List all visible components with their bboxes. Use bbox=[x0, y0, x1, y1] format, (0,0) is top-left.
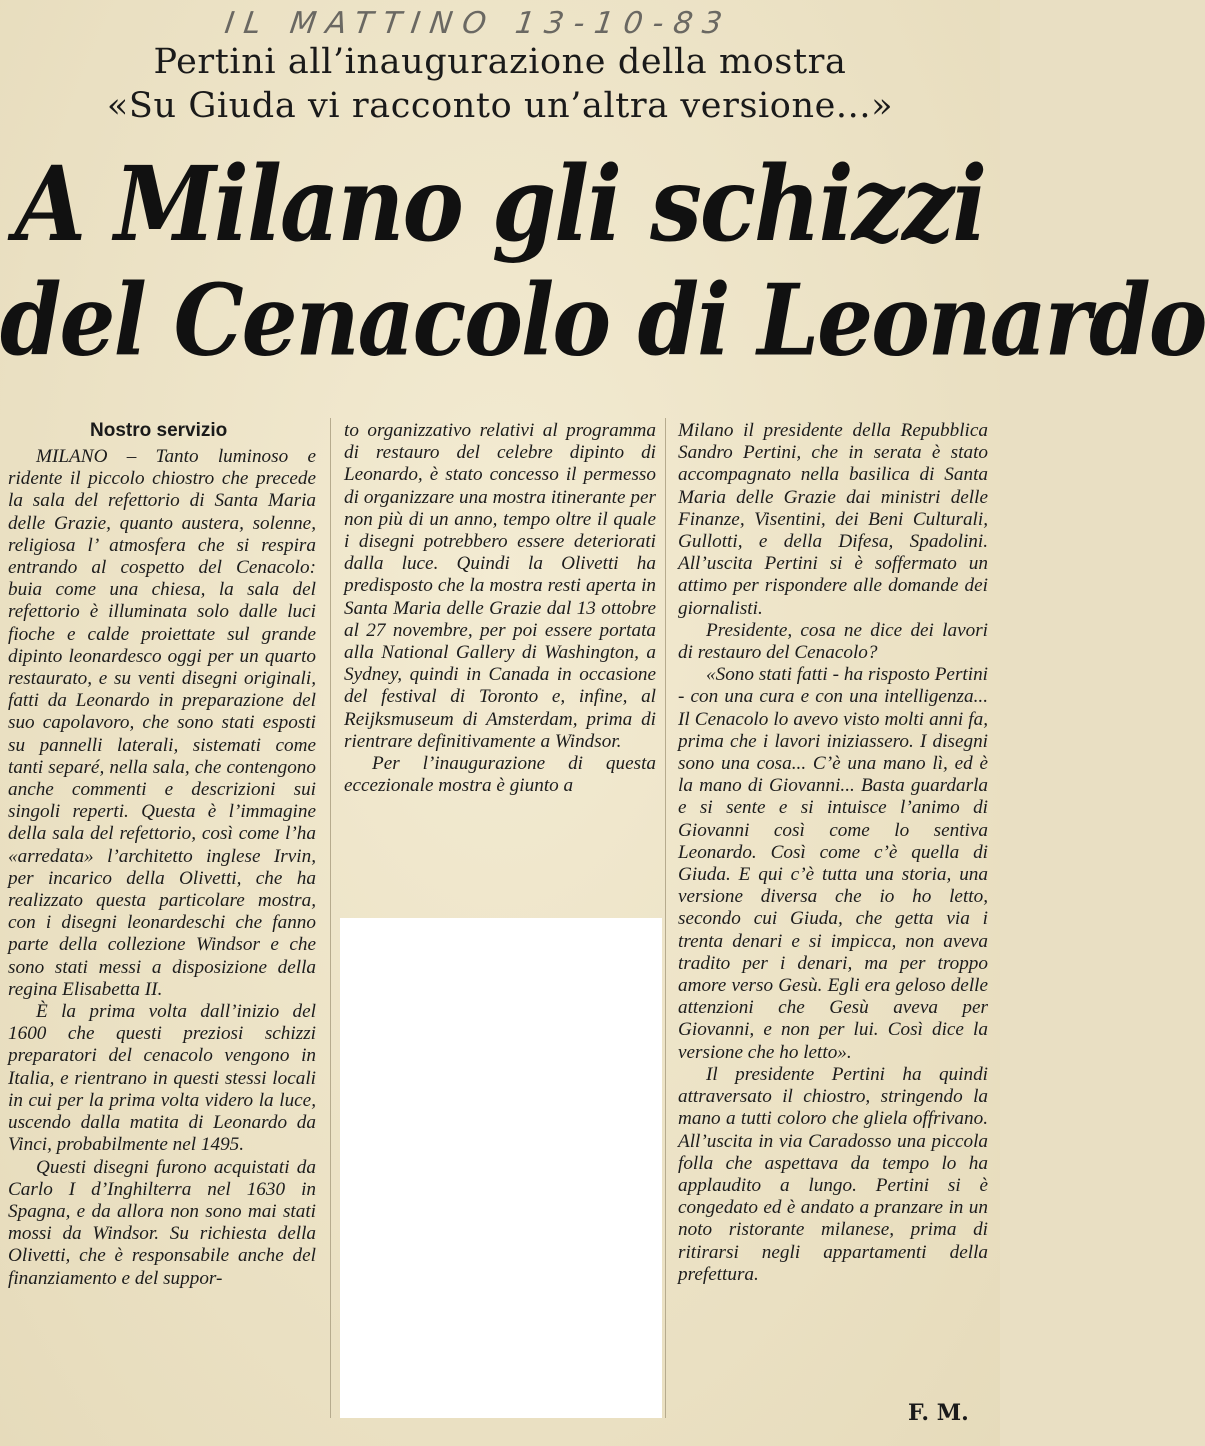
column2-paragraph-2: Per l’inaugurazione di questa eccezionale mostra è giunto a bbox=[344, 753, 656, 797]
column3-paragraph-1: Milano il presidente della Repubblica Sandro Pertini, che in serata è stato accompagnato nella basilica di Santa Maria delle Grazie dai ministri delle Finanze, Visentini, dei Beni Culturali, Gullotti, e della Difesa, Spadolini. All’uscita Pertini si è soffermato un attimo per rispondere alle domande dei giornalisti. bbox=[678, 420, 988, 619]
column1-paragraph-3: Questi disegni furono acquistati da Carlo I d’Inghilterra nel 1630 in Spagna, e da allora non sono mai stati mossi da Windsor. Su richiesta della Olivetti, che è responsabile anche del finanziamento e del suppor- bbox=[8, 1156, 316, 1289]
column1-paragraph-1: MILANO – Tanto luminoso e ridente il piccolo chiostro che precede la sala del refettorio di Santa Maria delle Grazie, quanto austera, solenne, religiosa l’ atmosfera che si respira entrando al cospetto del Cenacolo: buia come una chiesa, la sala del refettorio è illuminata solo dalle luci fioche e calde proiettate sul grande dipinto leonardesco oggi per un quarto restaurato, e su venti disegni originali, fatti da Leonardo in preparazione del suo capolavoro, che sono stati esposti su pannelli laterali, sistemati come tanti separé, nella sala, che contengono anche commenti e descrizioni sui singoli reperti. Questa è l’immagine della sala del refettorio, così come l’ha «arredata» l’architetto inglese Irvin, per incarico della Olivetti, che ha realizzato questa particolare mostra, con i disegni leonardeschi che fanno parte della collezione Windsor e che sono stati messi a disposizione della regina Elisabetta II. bbox=[8, 446, 316, 1000]
column-divider-1 bbox=[330, 418, 331, 1418]
headline-line-2: del Cenacolo di Leonardo bbox=[0, 261, 1205, 379]
column3-paragraph-2: Presidente, cosa ne dice dei lavori di restauro del Cenacolo? bbox=[678, 619, 988, 664]
column2-paragraph-1: to organizzativo relativi al programma di restauro del celebre dipinto di Leonardo, è stato concesso il permesso di organizzare una mostra itinerante per non più di un anno, tempo oltre il quale i disegni potrebbero essere deteriorati dalla luce. Quindi la Olivetti ha predisposto che la mostra resti aperta in Santa Maria delle Grazie dal 13 ottobre al 27 novembre, per poi essere portata alla National Gallery di Washington, a Sydney, quindi in Canada in occasione del festival di Toronto e, infine, al Reijksmuseum di Amsterdam, prima di rientrare definitivamente a Windsor. bbox=[344, 420, 656, 752]
kicker-line-2: «Su Giuda vi racconto un’altra versione...» bbox=[106, 86, 894, 126]
column1-paragraph-2: È la prima volta dall’inizio del 1600 che questi preziosi schizzi preparatori del cenacolo vengono in Italia, e rientrano in questi stessi locali in cui per la prima volta videro la luce, uscendo dalla matita di Leonardo da Vinci, probabilmente nel 1495. bbox=[8, 1001, 316, 1156]
kicker-line-1: Pertini all’inaugurazione della mostra bbox=[153, 42, 847, 82]
article-column-2 bbox=[344, 420, 656, 797]
headline-line-1: A Milano gli schizzi bbox=[14, 143, 986, 265]
blank-image-area bbox=[340, 918, 662, 1418]
handwritten-source-note: IL MATTINO 13-10-83 bbox=[222, 6, 735, 41]
article-column-1 bbox=[8, 446, 316, 1290]
column3-paragraph-3: «Sono stati fatti - ha risposto Pertini - con una cura e con una intelligenza... Il Cenacolo lo avevo visto molti anni fa, prima che i lavori iniziassero. I disegni sono una cosa... C’è una mano lì, ed è la mano di Giovanni... Basta guardarla e si sente e si intuisce l’animo di Giovanni così come lo sentiva Leonardo. Così come c’è quella di Giuda. E qui c’è tutta una storia, una versione diversa che io ho letto, secondo cui Giuda, che getta via i trenta denari e si impicca, non aveva tradito per i denari, ma per troppo amore verso Gesù. Egli era geloso delle attenzioni che Gesù aveva per Giovanni, e non per lui. Così dice la versione che ho letto». bbox=[678, 664, 988, 1063]
byline: Nostro servizio bbox=[90, 420, 228, 441]
article-column-3 bbox=[678, 420, 988, 1286]
column3-paragraph-4: Il presidente Pertini ha quindi attraversato il chiostro, stringendo la mano a tutti coloro che gliela offrivano. All’uscita in via Caradosso una piccola folla che aspettava da tempo lo ha applaudito a lungo. Pertini si è congedato ed è andato a pranzare in un noto ristorante milanese, prima di ritirarsi negli appartamenti della prefettura. bbox=[678, 1063, 988, 1285]
author-signature: F. M. bbox=[908, 1400, 969, 1426]
column-divider-2 bbox=[665, 418, 666, 1418]
